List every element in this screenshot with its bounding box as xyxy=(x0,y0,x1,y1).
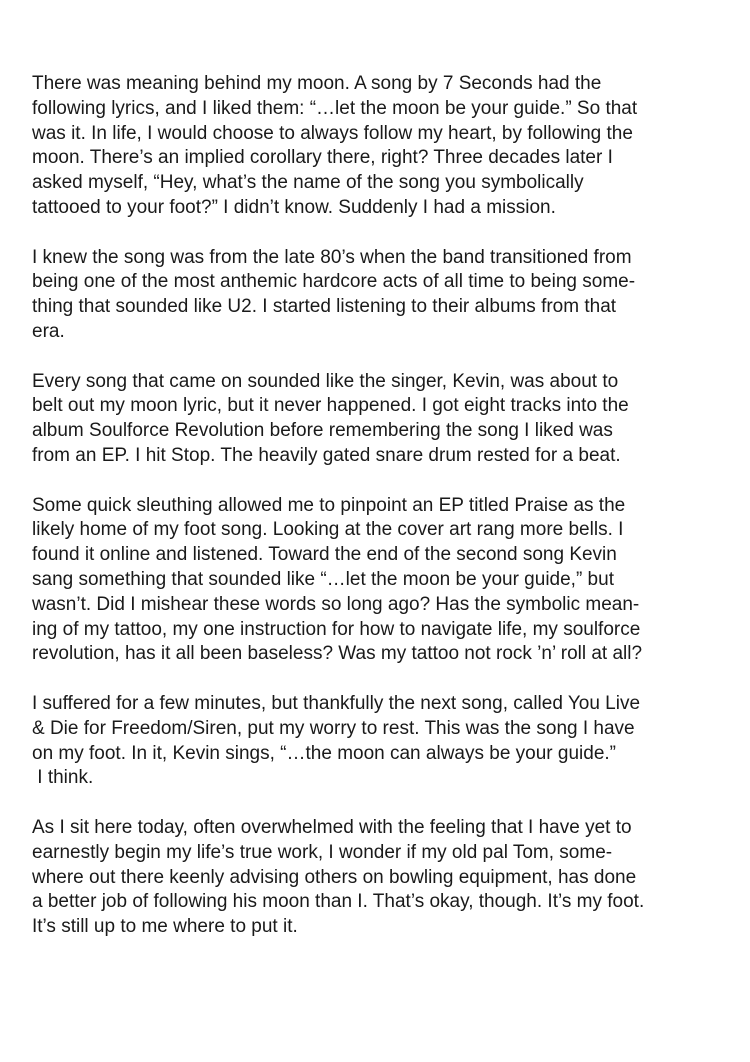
text-line: I knew the song was from the late 80’s when the band transitioned from xyxy=(32,246,632,268)
text-line: likely home of my foot song. Looking at the cover art rang more bells. I xyxy=(32,519,624,541)
paragraph-3 xyxy=(32,370,737,469)
text-line: on my foot. In it, Kevin sings, “…the moon can always be your guide.” xyxy=(32,742,617,764)
text-line: era. xyxy=(32,320,65,342)
text-line: thing that sounded like U2. I started listening to their albums from that xyxy=(32,296,617,318)
paragraph-1 xyxy=(32,72,737,221)
text-line: I think. xyxy=(32,767,94,789)
paragraph-5 xyxy=(32,692,737,791)
text-line: wasn’t. Did I mishear these words so long ago? Has the symbolic mean- xyxy=(32,593,640,615)
text-line: album Soulforce Revolution before remembering the song I liked was xyxy=(32,420,613,442)
text-line: a better job of following his moon than I. That’s okay, though. It’s my foot. xyxy=(32,891,645,913)
text-line: & Die for Freedom/Siren, put my worry to rest. This was the song I have xyxy=(32,717,635,739)
text-line: following lyrics, and I liked them: “…let the moon be your guide.” So that xyxy=(32,97,638,119)
text-line: I suffered for a few minutes, but thankfully the next song, called You Live xyxy=(32,692,641,714)
text-line: where out there keenly advising others on bowling equipment, has done xyxy=(32,866,637,888)
paragraph-6 xyxy=(32,816,737,940)
text-line: earnestly begin my life’s true work, I wonder if my old pal Tom, some- xyxy=(32,841,613,863)
text-line: ing of my tattoo, my one instruction for how to navigate life, my soulforce xyxy=(32,618,641,640)
text-line: tattooed to your foot?” I didn’t know. Suddenly I had a mission. xyxy=(32,196,556,218)
text-line: from an EP. I hit Stop. The heavily gated snare drum rested for a beat. xyxy=(32,444,621,466)
text-line: Every song that came on sounded like the singer, Kevin, was about to xyxy=(32,370,619,392)
text-line: There was meaning behind my moon. A song by 7 Seconds had the xyxy=(32,73,602,94)
text-line: was it. In life, I would choose to always follow my heart, by following the xyxy=(32,122,633,144)
text-line: asked myself, “Hey, what’s the name of the song you symbolically xyxy=(32,172,584,194)
body-text xyxy=(32,72,737,965)
text-line: moon. There’s an implied corollary there, right? Three decades later I xyxy=(32,147,613,169)
paragraph-2 xyxy=(32,246,737,345)
paragraph-4 xyxy=(32,494,737,668)
text-line: revolution, has it all been baseless? Was my tattoo not rock ’n’ roll at all? xyxy=(32,643,643,665)
text-line: It’s still up to me where to put it. xyxy=(32,916,298,938)
text-line: sang something that sounded like “…let the moon be your guide,” but xyxy=(32,568,614,590)
text-line: found it online and listened. Toward the end of the second song Kevin xyxy=(32,544,617,566)
text-line: belt out my moon lyric, but it never happened. I got eight tracks into the xyxy=(32,395,629,417)
text-line: being one of the most anthemic hardcore acts of all time to being some- xyxy=(32,271,636,293)
text-line: Some quick sleuthing allowed me to pinpoint an EP titled Praise as the xyxy=(32,494,626,516)
text-line: As I sit here today, often overwhelmed with the feeling that I have yet to xyxy=(32,816,632,838)
